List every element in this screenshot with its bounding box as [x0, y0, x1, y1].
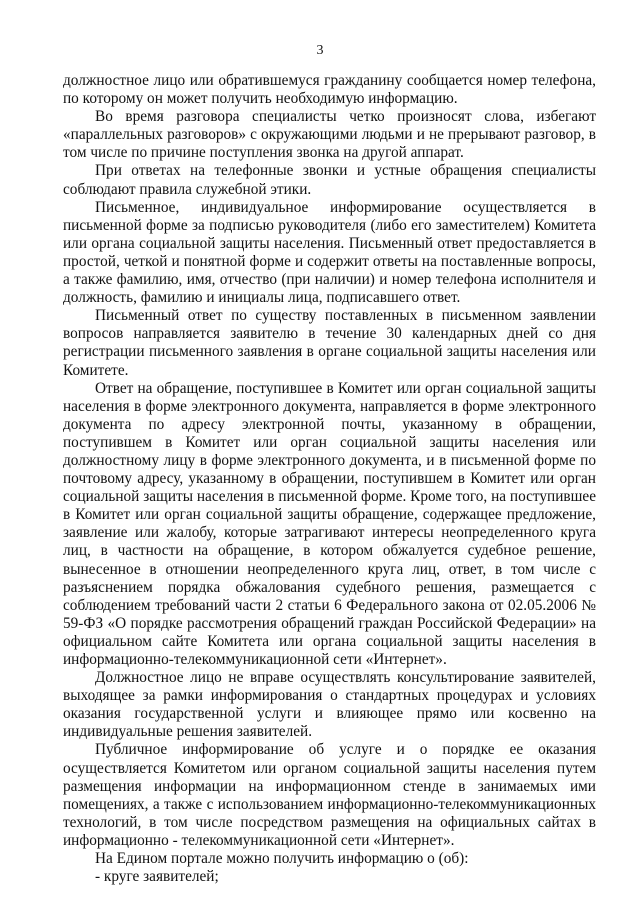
paragraph-written-informing: Письменное, индивидуальное информирование осуществляется в письменной форме за подписью руководителя (либо его заместителем) Комитета или органа социальной защиты населения. Письменный ответ предоставляется в простой, четкой и понятной форме и содержит ответы на поставленные вопросы, а также фамилию, имя, отчество (при наличии) и номер телефона исполнителя и должность, фамилию и инициалы лица, подписавшего ответ.: [63, 198, 596, 307]
paragraph-phone-number-continuation: должностное лицо или обратившемуся гражданину сообщается номер телефона, по которому он может получить необходимую информацию.: [63, 72, 596, 108]
paragraph-written-answer-deadline: Письменный ответ по существу поставленных в письменном заявлении вопросов направляется заявителю в течение 30 календарных дней со дня регистрации письменного заявления в органе социальной защиты населения или Комитете.: [63, 307, 596, 379]
paragraph-service-ethics: При ответах на телефонные звонки и устные обращения специалисты соблюдают правила служебной этики.: [63, 162, 596, 198]
paragraph-electronic-answer: Ответ на обращение, поступившее в Комитет или орган социальной защиты населения в форме электронного документа, направляется в форме электронного документа по адресу электронной почты, указанному в обращении, поступившем в Комитет или орган социальной защиты населения или должностному лицу в форме электронного документа, и в письменной форме по почтовому адресу, указанному в обращении, поступившем в Комитет или орган социальной защиты населения в письменной форме. Кроме того, на поступившее в Комитет или орган социальной защиты обращение, содержащее предложение, заявление или жалобу, которые затрагивают интересы неопределенного круга лиц, в частности на обращение, в котором обжалуется судебное решение, вынесенное в отношении неопределенного круга лиц, ответ, в том числе с разъяснением порядка обжалования судебного решения, размещается с соблюдением требований части 2 статьи 6 Федерального закона от 02.05.2006 № 59-ФЗ «О порядке рассмотрения обращений граждан Российской Федерации» на официальном сайте Комитета или органа социальной защиты населения в информационно-телекоммуникационной сети «Интернет».: [63, 379, 596, 668]
document-body: [63, 72, 596, 886]
list-item-applicants: - круге заявителей;: [95, 868, 219, 886]
paragraph-conversation-rules: Во время разговора специалисты четко произносят слова, избегают «параллельных разговоров» с окружающими людьми и не прерывают разговор, в том числе по причине поступления звонка на другой аппарат.: [63, 108, 596, 162]
page-number: 3: [316, 43, 324, 58]
paragraph-consulting-restriction: Должностное лицо не вправе осуществлять консультирование заявителей, выходящее за рамки информирования о стандартных процедурах и условиях оказания государственной услуги и влияющее прямо или косвенно на индивидуальные решения заявителей.: [63, 669, 596, 741]
paragraph-unified-portal: На Едином портале можно получить информацию о (об):: [95, 850, 469, 868]
paragraph-public-informing: Публичное информирование об услуге и о порядке ее оказания осуществляется Комитетом или органом социальной защиты населения путем размещения информации на информационном стенде в занимаемых ими помещениях, а также с использованием информационно-телекоммуникационных технологий, в том числе посредством размещения на официальных сайтах в информационно - телекоммуникационной сети «Интернет».: [63, 741, 596, 849]
